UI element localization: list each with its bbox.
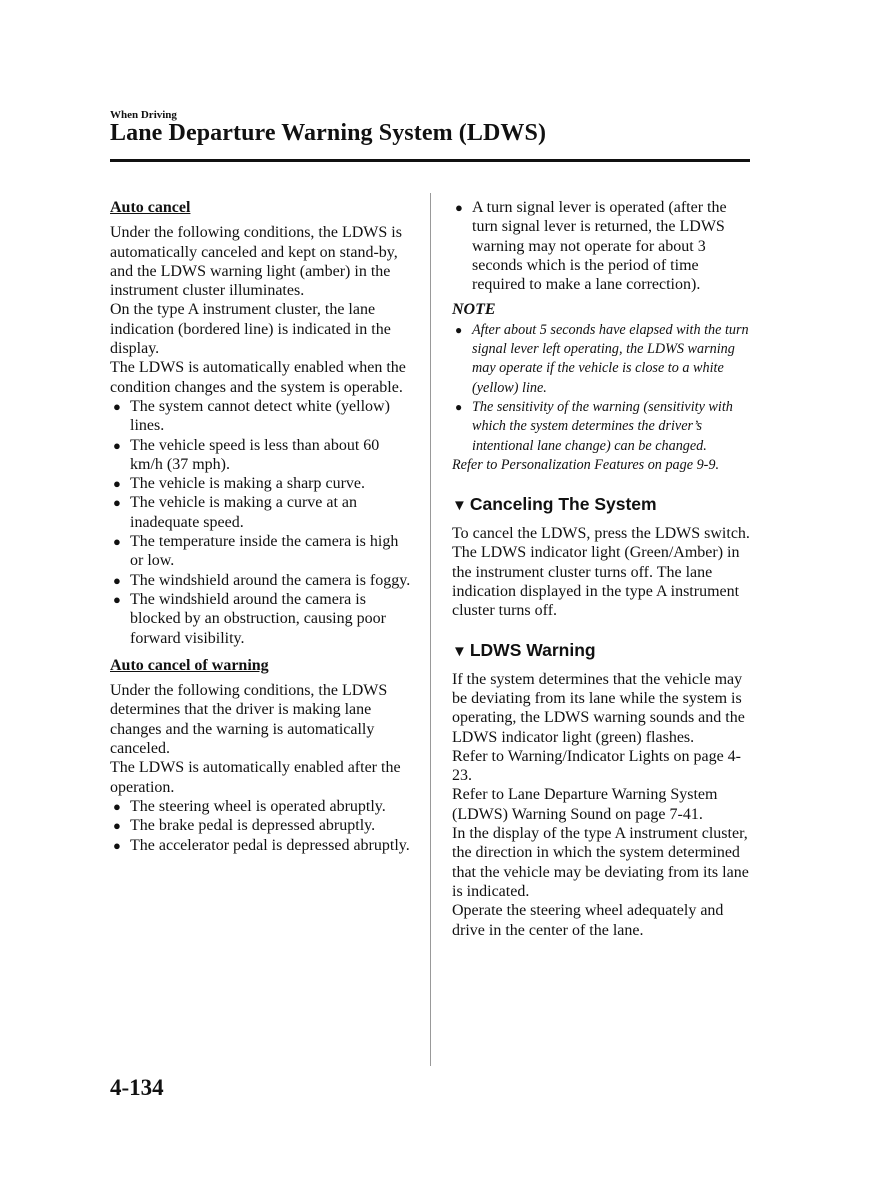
auto-cancel-paragraph: Under the following conditions, the LDWS is automatically canceled and kept on stand-by, and the LDWS warning light (amber) in the instrument cluster illuminates. — [110, 224, 402, 300]
list-item — [452, 198, 752, 294]
list-item-text: The brake pedal is depressed abruptly. — [130, 817, 376, 835]
list-item — [110, 532, 415, 571]
bullet-icon: ● — [113, 495, 121, 511]
note-item — [452, 321, 752, 398]
canceling-heading-text: Canceling The System — [469, 494, 657, 515]
list-item-text: The windshield around the camera is blocked by an obstruction, causing poor forward visibility. — [130, 590, 386, 647]
auto-cancel-paragraph: The LDWS is automatically enabled when the condition changes and the system is operable. — [110, 359, 406, 396]
list-item — [110, 571, 415, 590]
list-item-text: The vehicle is making a curve at an inadequate speed. — [130, 494, 358, 531]
column-divider — [430, 193, 431, 1066]
bullet-icon: ● — [455, 200, 463, 215]
list-item — [110, 816, 415, 835]
note-item-text: After about 5 seconds have elapsed with the turn signal lever left operating, the LDWS warning may operate if the vehicle is close to a white (yellow) line. — [472, 321, 749, 396]
note-list — [452, 321, 752, 456]
section-label: When Driving — [110, 109, 177, 121]
canceling-paragraph: To cancel the LDWS, press the LDWS switch. The LDWS indicator light (Green/Amber) in the instrument cluster turns off. The lane indication displayed in the type A instrument cluster turns off. — [452, 525, 750, 620]
note-item — [452, 398, 752, 456]
bullet-icon: ● — [113, 476, 121, 492]
ldws-warning-paragraph: Refer to Lane Departure Warning System (LDWS) Warning Sound on page 7-41. — [452, 786, 718, 823]
bullet-icon: ● — [455, 399, 463, 414]
bullet-icon: ● — [113, 437, 121, 453]
bullet-icon: ● — [113, 818, 121, 834]
list-item — [110, 397, 415, 436]
canceling-heading — [452, 493, 752, 517]
list-item-text: The system cannot detect white (yellow) lines. — [130, 397, 390, 435]
list-item — [110, 797, 415, 816]
list-item — [110, 836, 415, 855]
auto-cancel-warning-list — [110, 797, 415, 855]
ldws-warning-paragraph: Refer to Warning/Indicator Lights on page 4-23. — [452, 747, 741, 785]
list-item — [110, 436, 415, 475]
ldws-warning-heading-text: LDWS Warning — [469, 639, 596, 660]
list-item-text: The vehicle is making a sharp curve. — [130, 475, 366, 493]
auto-cancel-heading: Auto cancel — [110, 199, 191, 216]
left-column — [110, 198, 415, 855]
ldws-warning-heading — [452, 639, 752, 663]
list-item — [110, 474, 415, 493]
list-item-text: The steering wheel is operated abruptly. — [130, 797, 386, 815]
title-rule — [110, 159, 750, 162]
ldws-warning-paragraph: In the display of the type A instrument cluster, the direction in which the system determined that the vehicle may be deviating from its lane is indicated. — [452, 825, 749, 900]
list-item — [110, 590, 415, 648]
bullet-icon: ● — [113, 837, 121, 853]
note-heading: NOTE — [452, 301, 496, 319]
auto-cancel-paragraph: On the type A instrument cluster, the lane indication (bordered line) is indicated in the display. — [110, 301, 391, 358]
list-item-text: The windshield around the camera is foggy. — [130, 571, 411, 589]
bullet-icon: ● — [113, 572, 121, 588]
bullet-icon: ● — [113, 398, 121, 414]
right-column — [452, 198, 752, 940]
page-number: 4-134 — [110, 1075, 164, 1100]
list-item — [110, 493, 415, 532]
bullet-icon: ● — [455, 322, 463, 337]
auto-cancel-warning-paragraph: The LDWS is automatically enabled after the operation. — [110, 759, 401, 796]
bullet-icon: ● — [113, 798, 121, 814]
triangle-down-icon: ▼ — [452, 497, 467, 515]
note-reference: Refer to Personalization Features on page 9-9. — [452, 456, 720, 473]
continued-condition-list — [452, 198, 752, 294]
list-item-text: The accelerator pedal is depressed abruptly. — [130, 836, 410, 854]
triangle-down-icon: ▼ — [452, 642, 467, 660]
page-title: Lane Departure Warning System (LDWS) — [110, 120, 547, 146]
list-item-text: A turn signal lever is operated (after the turn signal lever is returned, the LDWS warning may not operate for about 3 seconds which is the period of time required to make a lane correction). — [472, 199, 727, 294]
ldws-warning-paragraph: If the system determines that the vehicle may be deviating from its lane while the system is operating, the LDWS warning sounds and the LDWS indicator light (green) flashes. — [452, 670, 745, 746]
bullet-icon: ● — [113, 534, 121, 550]
bullet-icon: ● — [113, 591, 121, 607]
note-item-text: The sensitivity of the warning (sensitivity with which the system determines the driver’s intentional lane change) can be changed. — [472, 398, 733, 454]
auto-cancel-condition-list — [110, 397, 415, 648]
auto-cancel-warning-heading: Auto cancel of warning — [110, 656, 269, 674]
auto-cancel-warning-paragraph: Under the following conditions, the LDWS determines that the driver is making lane changes and the warning is automatically canceled. — [110, 682, 388, 758]
list-item-text: The temperature inside the camera is high or low. — [130, 533, 399, 570]
ldws-warning-paragraph: Operate the steering wheel adequately and drive in the center of the lane. — [452, 902, 724, 939]
list-item-text: The vehicle speed is less than about 60 km/h (37 mph). — [130, 436, 380, 473]
